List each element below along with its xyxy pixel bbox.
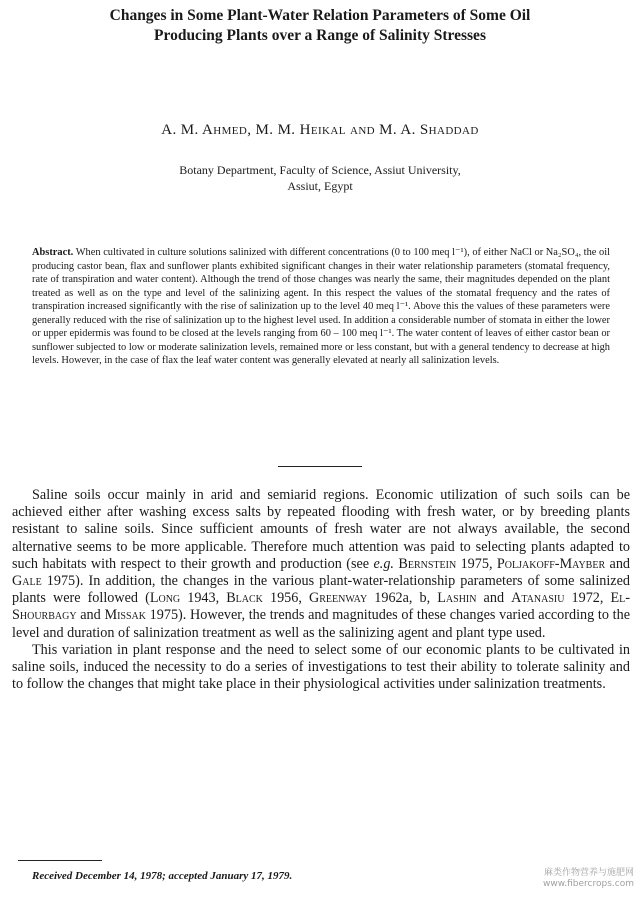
para1-text: Saline soils occur mainly in arid and semiarid regions. Economic utilization of such soils can be achieved either after washing excess salts by repeated flooding with fresh water, or by breeding plants resistant to saline soils. Since sufficient amounts of fresh water are not always available, the second alternative seems to be more applicable. Therefore much attention was paid to selecting plants adapted to such habitats with respect to their growth and production (see [12, 487, 630, 572]
citation-author: Bernstein [398, 555, 457, 572]
abstract-text: When cultivated in culture solutions salinized with different concentrations (0 to 100 meq l⁻¹), of either NaCl or Na₂SO₄, the oil producing castor bean, flax and sunflower plants exhibited significant changes in their water relationship parameters (stomatal frequency, rate of transpiration and water content). Although the trend of those changes was nearly the same, their magnitudes depended on the plant treated as well as on the type and level of the salinizing agent. In this respect the values of the stomatal frequency and the rates of transpiration increased significantly with the rise of salinization up to the level 40 meq l⁻¹. Above this the values of these parameters were generally reduced with the rise of salinization up to the highest level used. In addition a considerable number of stomata in either the lower or upper epidermis was found to be closed at the levels ranging from 60 – 100 meq l⁻¹. The water content of leaves of either castor bean or sunflower subjected to low or moderate salinization levels, remained more or less constant, but with a general tendency to decrease at high levels. However, in the case of flax the leaf water content was generally elevated at nearly all salinization levels. [32, 247, 610, 366]
citation-author: Black [226, 590, 263, 607]
citation-author: Atanasiu [511, 590, 565, 607]
section-divider [278, 466, 362, 467]
affiliation-line-1: Botany Department, Faculty of Science, Assiut University, [179, 163, 461, 177]
para1-text: 1943, [180, 590, 227, 607]
affiliation [0, 163, 640, 194]
citation-author: Lashin [437, 590, 477, 607]
paragraph-1 [12, 487, 630, 642]
citation-author: El-Shourbagy [12, 590, 631, 624]
title-line-1: Changes in Some Plant-Water Relation Parameters of Some Oil [109, 7, 531, 24]
abstract-label: Abstract. [32, 247, 74, 258]
introduction [12, 487, 630, 693]
watermark [543, 868, 634, 890]
watermark-line-2: www.fibercrops.com [543, 879, 634, 889]
para1-text: 1975). However, the trends and magnitudes of these changes varied according to the level and duration of salinization treatment as well as the salinizing agent and plant type used. [12, 607, 630, 641]
paragraph-2: This variation in plant response and the need to select some of our economic plants to be cultivated in saline soils, induced the necessity to do a series of investigations to test their ability to tolerate salinity and to follow the changes that might take place in their physiological activities under salinization treatments. [12, 641, 630, 693]
citation-author: Missak [104, 607, 146, 624]
citation-author: Greenway [308, 590, 368, 607]
abstract [32, 246, 610, 368]
para1-text: 1975). In addition, the changes in the various plant-water-relationship parameters of some salinized plants were followed ( [12, 573, 630, 607]
title-line-2: Producing Plants over a Range of Salinity Stresses [154, 27, 486, 44]
author-list: A. M. Ahmed, M. M. Heikal and M. A. Shaddad [161, 122, 479, 138]
para1-text: 1975, [456, 555, 497, 572]
received-date: Received December 14, 1978; accepted January 17, 1979. [32, 870, 293, 882]
para1-text: and [76, 607, 105, 624]
affiliation-line-2: Assiut, Egypt [287, 178, 353, 193]
watermark-line-1: 麻类作物营养与施肥网 [543, 868, 634, 878]
para1-text: and [476, 590, 512, 607]
para1-text: 1962a, b, [367, 590, 438, 607]
para1-eg: e.g. [373, 555, 394, 572]
citation-author: Gale [12, 573, 42, 590]
para1-text: 1972, [564, 590, 611, 607]
paper-title [22, 6, 618, 46]
footnote-divider [18, 860, 102, 861]
para1-text: 1956, [262, 590, 309, 607]
citation-author: Long [149, 590, 181, 607]
para1-text: and [605, 555, 631, 572]
citation-author: Poljakoff-Mayber [496, 555, 606, 572]
